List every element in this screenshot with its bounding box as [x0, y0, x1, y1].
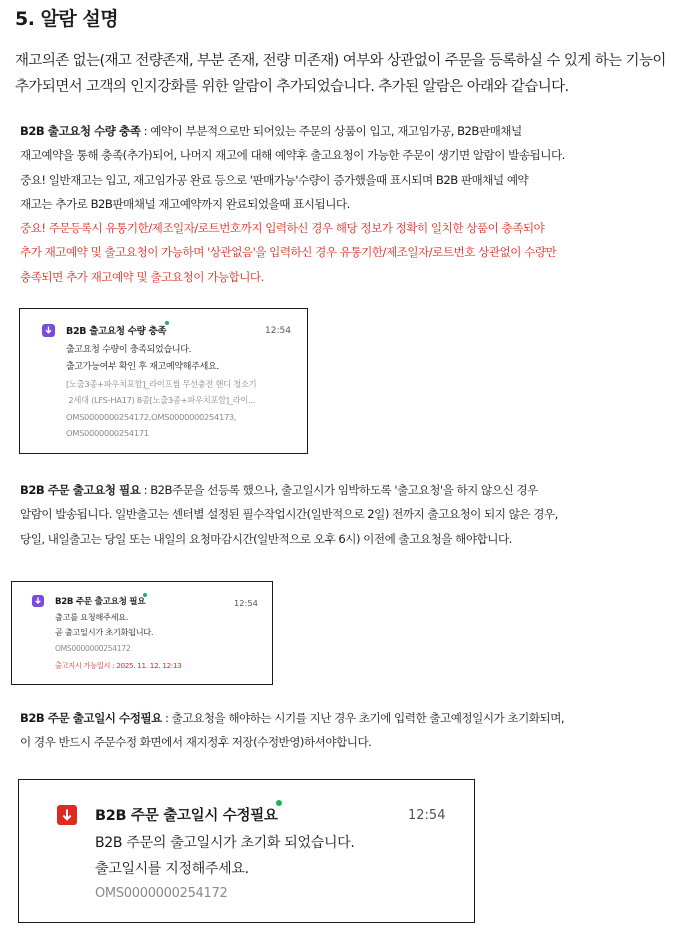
- section1-line: 재고는 추가로 B2B판매채널 재고예약까지 완료되었을때 표시됩니다.: [20, 196, 350, 211]
- card-order-numbers: OMS0000000254171: [66, 428, 149, 438]
- card-message: 출고를 요청해주세요.: [55, 612, 129, 622]
- download-arrow-icon: [42, 324, 55, 337]
- card-time: 12:54: [234, 598, 258, 608]
- unread-dot-icon: [165, 321, 169, 325]
- card-deadline: 출고지시 가능일시 : 2025. 11. 12. 12:13: [55, 661, 182, 670]
- section3-line: B2B 주문 출고일시 수정필요 : 출고요청을 해야하는 시기를 지난 경우 초기에 입력한 출고예정일시가 초기화되며,: [20, 711, 565, 725]
- section2-line: 알람이 발송됩니다. 일반출고는 센터별 설정된 필수작업시간(일반적으로 2일) 전까지 출고요청이 되지 않은 경우,: [20, 507, 558, 522]
- intro-line: 추가되면서 고객의 인지강화를 위한 알람이 추가되었습니다. 추가된 알람은 아래와 같습니다.: [15, 79, 569, 95]
- notification-card-shipping-request-needed[interactable]: [11, 581, 273, 685]
- section1-line: 중요! 일반재고는 입고, 재고임가공 완료 등으로 '판매가능'수량이 증가했을때 표시되며 B2B 판매채널 예약: [20, 172, 529, 187]
- card-message: 곧 출고일시가 초기화됩니다.: [55, 627, 154, 637]
- section2-term: B2B 주문 출고요청 필요: [20, 483, 141, 497]
- section2-line: 당일, 내일출고는 당일 또는 내일의 요청마감시간(일반적으로 오후 6시) 이전에 출고요청을 해야합니다.: [20, 531, 512, 546]
- section2-description: [20, 478, 558, 551]
- card-message: B2B 주문의 출고일시가 초기화 되었습니다.: [95, 835, 355, 851]
- section2-line: B2B 주문 출고요청 필요 : B2B주문을 선등록 했으나, 출고일시가 임박하도록 '출고요청'을 하지 않으신 경우: [20, 483, 538, 497]
- section3-line: 이 경우 반드시 주문수정 화면에서 재지정후 저장(수정반영)하셔야합니다.: [20, 735, 372, 750]
- card-message: 출고일시를 지정해주세요.: [95, 861, 249, 877]
- card-time: 12:54: [265, 326, 291, 336]
- intro-text: [15, 48, 666, 100]
- card-title: B2B 주문 출고요청 필요: [55, 597, 146, 607]
- section1-line: 재고예약을 통해 충족(추가)되어, 나머지 재고에 대해 예약후 출고요청이 가능한 주문이 생기면 알람이 발송됩니다.: [20, 148, 565, 163]
- section1-term: B2B 출고요청 수량 충족: [20, 124, 141, 138]
- section1-warning-line: 중요! 주문등록시 유통기한/제조일자/로트번호까지 입력하신 경우 해당 정보가 정확히 일치한 상품이 충족되야: [20, 221, 545, 236]
- download-arrow-icon: [57, 805, 77, 825]
- section1-description: [20, 119, 565, 289]
- intro-line: 재고의존 없는(재고 전량존재, 부분 존재, 전량 미존재) 여부와 상관없이 주문을 등록하실 수 있게 하는 기능이: [15, 53, 666, 69]
- card-product-name: [노출3종+파우치포함]_라이프썸 무선충전 핸디 청소기: [66, 379, 257, 389]
- section3-description: [20, 706, 564, 755]
- card-order-number: OMS0000000254172: [95, 886, 228, 901]
- card-product-name: 2세대 (LFS-HA17) 8종[노출3종+파우치포함]_라이...: [66, 395, 256, 405]
- unread-dot-icon: [276, 800, 282, 806]
- section-title: 5. 알람 설명: [15, 8, 119, 30]
- section1-line: B2B 출고요청 수량 충족 : 예약이 부분적으로만 되어있는 주문의 상품이 입고, 재고임가공, B2B판매채널: [20, 124, 522, 138]
- card-message: 출고요청 수량이 충족되었습니다.: [66, 345, 192, 355]
- card-order-number: OMS0000000254172: [55, 644, 131, 653]
- section1-warning-line: 추가 재고예약 및 출고요청이 가능하며 '상관없음'을 입력하신 경우 유통기한/제조일자/로트번호 상관없이 수량만: [20, 245, 557, 260]
- section1-warning-line: 충족되면 추가 재고예약 및 출고요청이 가능합니다.: [20, 269, 264, 284]
- notification-card-quantity-fulfilled[interactable]: [19, 308, 308, 454]
- card-title: B2B 주문 출고일시 수정필요: [95, 808, 278, 824]
- card-message: 출고가능여부 확인 후 재고예약해주세요.: [66, 362, 219, 372]
- card-title: B2B 출고요청 수량 충족: [66, 326, 167, 337]
- unread-dot-icon: [143, 593, 147, 597]
- notification-card-ship-date-update-needed[interactable]: [18, 779, 475, 923]
- card-order-numbers: OMS0000000254172,OMS0000000254173,: [66, 412, 237, 422]
- download-arrow-icon: [32, 595, 44, 607]
- card-time: 12:54: [408, 808, 446, 823]
- section3-term: B2B 주문 출고일시 수정필요: [20, 711, 162, 725]
